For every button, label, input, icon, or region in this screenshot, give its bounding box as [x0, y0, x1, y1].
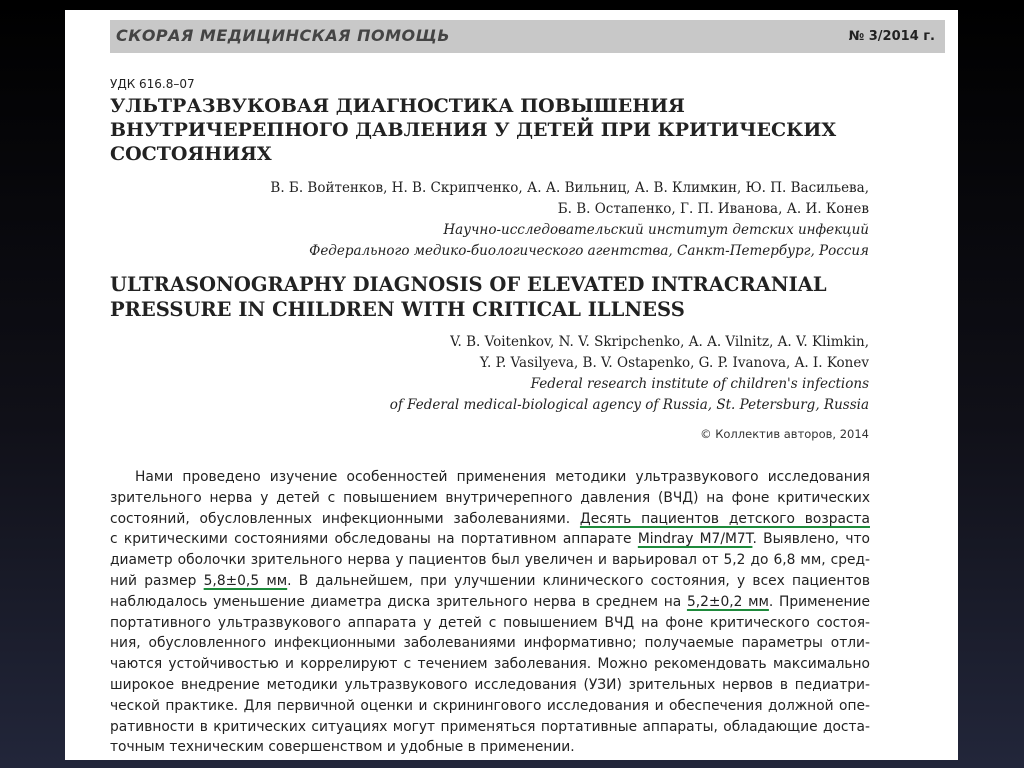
- abstract-line: [110, 592, 870, 613]
- affiliation-en: [390, 374, 869, 416]
- abstract-line: точным техническим совершенством и удобные в применении.: [110, 739, 575, 756]
- abstract-line: ративности в критических ситуациях могут применяться портативные аппараты, обладающие доста-: [110, 718, 870, 735]
- abstract-text: . Выявлено, что: [752, 531, 870, 548]
- authors-ru: [270, 178, 869, 220]
- authors-ru-line-2: Б. В. Остапенко, Г. П. Иванова, А. И. Конев: [557, 201, 869, 217]
- abstract-text: состояний, обусловленных инфекционными заболеваниями.: [110, 510, 580, 527]
- abstract-text: с критическими состояниями обследованы на портативном аппарате: [110, 531, 638, 548]
- abstract-line: [110, 529, 870, 550]
- abstract: [110, 467, 870, 758]
- abstract-line: ния, обусловленного инфекционными заболеваниями информативно; получаемые параметры отли-: [110, 635, 870, 652]
- journal-header-bar: [110, 20, 945, 53]
- abstract-text: . В дальнейшем, при улучшении клинического состояния, у всех пациентов: [287, 572, 870, 589]
- authors-en: [450, 332, 869, 374]
- authors-ru-line-1: В. Б. Войтенков, Н. В. Скрипченко, А. А. Вильниц, А. В. Климкин, Ю. П. Васильева,: [270, 180, 869, 196]
- article-title-ru: УЛЬТРАЗВУКОВАЯ ДИАГНОСТИКА ПОВЫШЕНИЯ ВНУТРИЧЕРЕПНОГО ДАВЛЕНИЯ У ДЕТЕЙ ПРИ КРИТИЧЕСКИХ СОСТОЯНИЯХ: [110, 95, 837, 165]
- authors-en-line-2: Y. P. Vasilyeva, B. V. Ostapenko, G. P. Ivanova, A. I. Konev: [479, 355, 869, 371]
- abstract-line: ческой практике. Для первичной оценки и скринингового исследования и обеспечения должной опе-: [110, 697, 870, 714]
- document-page: [65, 10, 958, 760]
- highlight-patients: Десять пациентов детского возраста: [579, 510, 870, 527]
- abstract-line: чаются устойчивостью и коррелируют с течением заболевания. Можно рекомендовать максимально: [110, 656, 870, 673]
- abstract-line: [110, 509, 870, 530]
- article-title-en: ULTRASONOGRAPHY DIAGNOSIS OF ELEVATED INTRACRANIAL PRESSURE IN CHILDREN WITH CRITICAL ILLNESS: [110, 273, 827, 321]
- affiliation-ru: [309, 220, 869, 262]
- highlight-reduction: 5,2±0,2 мм: [686, 593, 769, 610]
- highlight-device: Mindray M7/M7T: [637, 531, 753, 548]
- authors-en-line-1: V. B. Voitenkov, N. V. Skripchenko, A. A. Vilnitz, A. V. Klimkin,: [450, 334, 869, 350]
- abstract-text: наблюдалось уменьшение диаметра диска зрительного нерва в среднем на: [110, 593, 687, 610]
- affiliation-ru-line-2: Федерального медико-биологического агентства, Санкт-Петербург, Россия: [309, 243, 869, 259]
- journal-title: СКОРАЯ МЕДИЦИНСКАЯ ПОМОЩЬ: [116, 26, 451, 45]
- abstract-line: портативного ультразвукового аппарата у детей с повышением ВЧД на фоне критического состоя-: [110, 614, 870, 631]
- affiliation-en-line-1: Federal research institute of children's infections: [530, 376, 869, 392]
- udc-code: УДК 616.8–07: [110, 77, 195, 91]
- abstract-text: ний размер: [110, 572, 204, 589]
- abstract-line: зрительного нерва у детей с повышением внутричерепного давления (ВЧД) на фоне критических: [110, 489, 870, 506]
- abstract-line: Нами проведено изучение особенностей применения методики ультразвукового исследования: [135, 469, 870, 485]
- highlight-mean-size: 5,8±0,5 мм: [203, 572, 288, 589]
- abstract-line: диаметр оболочки зрительного нерва у пациентов был увеличен и варьировал от 5,2 до 6,8 мм, сред-: [110, 552, 870, 569]
- journal-issue: № 3/2014 г.: [848, 29, 935, 44]
- affiliation-en-line-2: of Federal medical-biological agency of Russia, St. Petersburg, Russia: [389, 397, 869, 413]
- copyright-note: © Коллектив авторов, 2014: [700, 427, 869, 441]
- abstract-line: [110, 571, 870, 592]
- abstract-text: . Применение: [768, 593, 870, 610]
- abstract-line: широкое внедрение методики ультразвукового исследования (УЗИ) зрительных нервов в педиатри-: [110, 676, 870, 693]
- affiliation-ru-line-1: Научно-исследовательский институт детских инфекций: [443, 222, 869, 238]
